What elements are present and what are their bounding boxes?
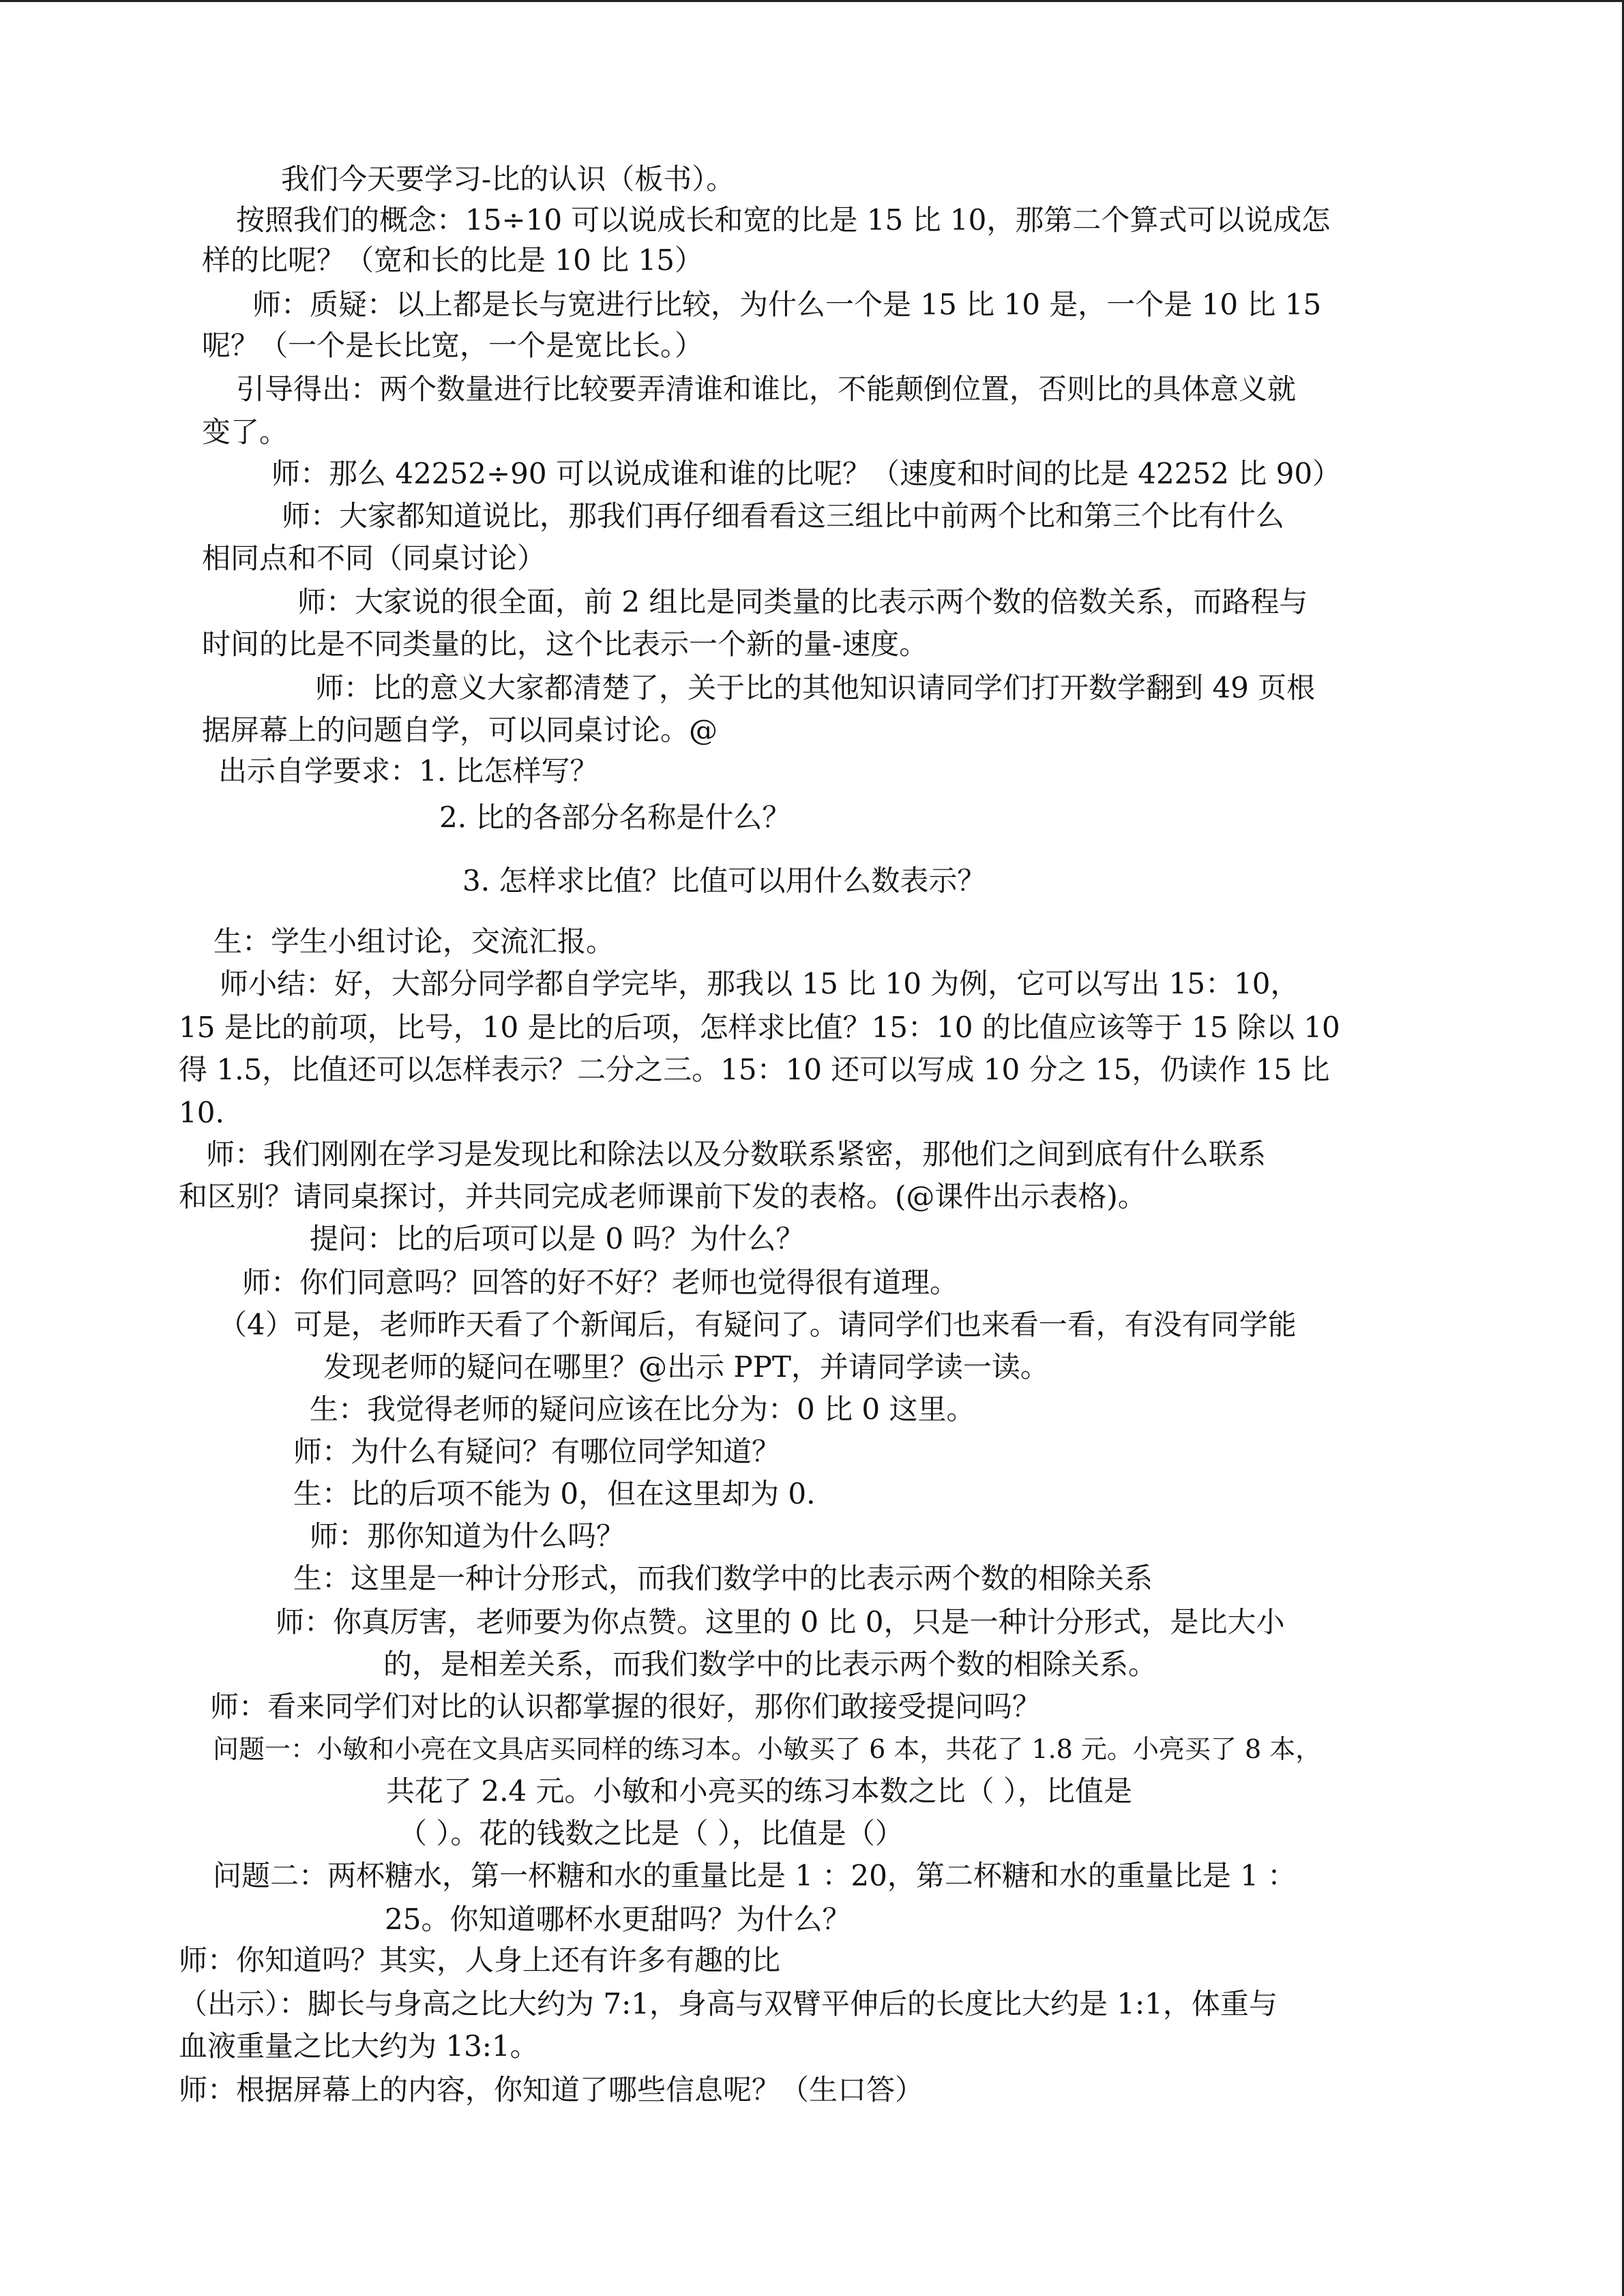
page-top-edge: [0, 0, 1624, 2]
text-line: 呢？（一个是长比宽，一个是宽比长。）: [202, 329, 704, 362]
text-line: 师：你知道吗？其实，人身上还有许多有趣的比: [179, 1943, 781, 1977]
text-line: 师：你们同意吗？回答的好不好？老师也觉得很有道理。: [242, 1266, 959, 1299]
text-line: 问题一：小敏和小亮在文具店买同样的练习本。小敏买了 6 本，共花了 1.8 元。小亮买了 8 本，: [213, 1734, 1322, 1764]
text-line: 师：你真厉害，老师要为你点赞。这里的 0 比 0，只是一种计分形式，是比大小: [276, 1605, 1285, 1639]
text-line: 变了。: [202, 415, 289, 449]
text-line: 师：比的意义大家都清楚了，关于比的其他知识请同学们打开数学翻到 49 页根: [315, 671, 1316, 704]
text-line: 师小结：好，大部分同学都自学完毕，那我以 15 比 10 为例，它可以写出 15：10，: [220, 967, 1299, 1000]
text-line: 提问：比的后项可以是 0 吗？为什么？: [310, 1222, 805, 1255]
text-line: 师：大家说的很全面，前 2 组比是同类量的比表示两个数的倍数关系，而路程与: [297, 585, 1308, 618]
text-line: 10.: [179, 1096, 224, 1129]
text-line: 时间的比是不同类量的比，这个比表示一个新的量-速度。: [202, 627, 928, 661]
text-line: （出示）：脚长与身高之比大约为 7:1，身高与双臂平伸后的长度比大约是 1:1，体重与: [179, 1987, 1278, 2021]
text-line: 引导得出：两个数量进行比较要弄清谁和谁比，不能颠倒位置，否则比的具体意义就: [236, 372, 1297, 406]
text-line: 师：根据屏幕上的内容，你知道了哪些信息呢？（生口答）: [179, 2073, 924, 2106]
text-line: （ ）。花的钱数之比是（ ），比值是（）: [398, 1817, 904, 1850]
text-line: 的，是相差关系，而我们数学中的比表示两个数的相除关系。: [383, 1648, 1157, 1681]
text-line: 师：那么 42252÷90 可以说成谁和谁的比呢？（速度和时间的比是 42252 比 90）: [271, 457, 1342, 490]
text-line: 生：这里是一种计分形式，而我们数学中的比表示两个数的相除关系: [293, 1562, 1153, 1595]
text-line: 相同点和不同（同桌讨论）: [202, 541, 546, 575]
text-line: 生：我觉得老师的疑问应该在比分为：0 比 0 这里。: [310, 1392, 975, 1426]
text-line: 师：那你知道为什么吗？: [310, 1519, 625, 1553]
text-line: 3. 怎样求比值？比值可以用什么数表示？: [462, 864, 986, 897]
text-line: 25。你知道哪杯水更甜吗？为什么？: [385, 1903, 851, 1936]
text-line: 得 1.5，比值还可以怎样表示？二分之三。15：10 还可以写成 10 分之 15，仍读作 15 比: [179, 1053, 1330, 1086]
text-line: 师：质疑：以上都是长与宽进行比较，为什么一个是 15 比 10 是，一个是 10 比 15: [252, 288, 1322, 321]
text-line: 问题二：两杯糖水，第一杯糖和水的重量比是 1 ：20，第二杯糖和水的重量比是 1 ：: [213, 1859, 1297, 1892]
text-line: 师：我们刚刚在学习是发现比和除法以及分数联系紧密，那他们之间到底有什么联系: [206, 1137, 1267, 1171]
text-line: 生：比的后项不能为 0，但在这里却为 0.: [293, 1477, 816, 1510]
text-line: 2. 比的各部分名称是什么？: [439, 801, 791, 834]
text-line: 发现老师的疑问在哪里？@出示 PPT，并请同学读一读。: [323, 1350, 1049, 1384]
text-line: 按照我们的概念：15÷10 可以说成长和宽的比是 15 比 10，那第二个算式可以说成怎: [236, 203, 1331, 237]
text-line: 15 是比的前项，比号，10 是比的后项，怎样求比值？15：10 的比值应该等于 15 除以 10: [179, 1011, 1340, 1044]
text-line: 生：学生小组讨论，交流汇报。: [213, 925, 615, 958]
text-line: 师：为什么有疑问？有哪位同学知道？: [293, 1435, 781, 1468]
text-line: 样的比呢？（宽和长的比是 10 比 15）: [202, 243, 703, 277]
text-line: 血液重量之比大约为 13:1。: [179, 2029, 539, 2063]
text-line: 师：看来同学们对比的认识都掌握的很好，那你们敢接受提问吗？: [210, 1690, 1042, 1723]
text-line: 出示自学要求：1. 比怎样写？: [218, 754, 599, 788]
text-line: 师：大家都知道说比，那我们再仔细看看这三组比中前两个比和第三个比有什么: [282, 499, 1285, 533]
text-line: 共花了 2.4 元。小敏和小亮买的练习本数之比（ ），比值是: [386, 1774, 1132, 1808]
text-line: （4）可是，老师昨天看了个新闻后，有疑问了。请同学们也来看一看，有没有同学能: [218, 1308, 1297, 1341]
text-line: 和区别？请同桌探讨，并共同完成老师课前下发的表格。(@课件出示表格)。: [179, 1180, 1147, 1213]
text-line: 我们今天要学习-比的认识（板书）。: [281, 162, 735, 196]
text-line: 据屏幕上的问题自学，可以同桌讨论。@: [202, 713, 718, 747]
